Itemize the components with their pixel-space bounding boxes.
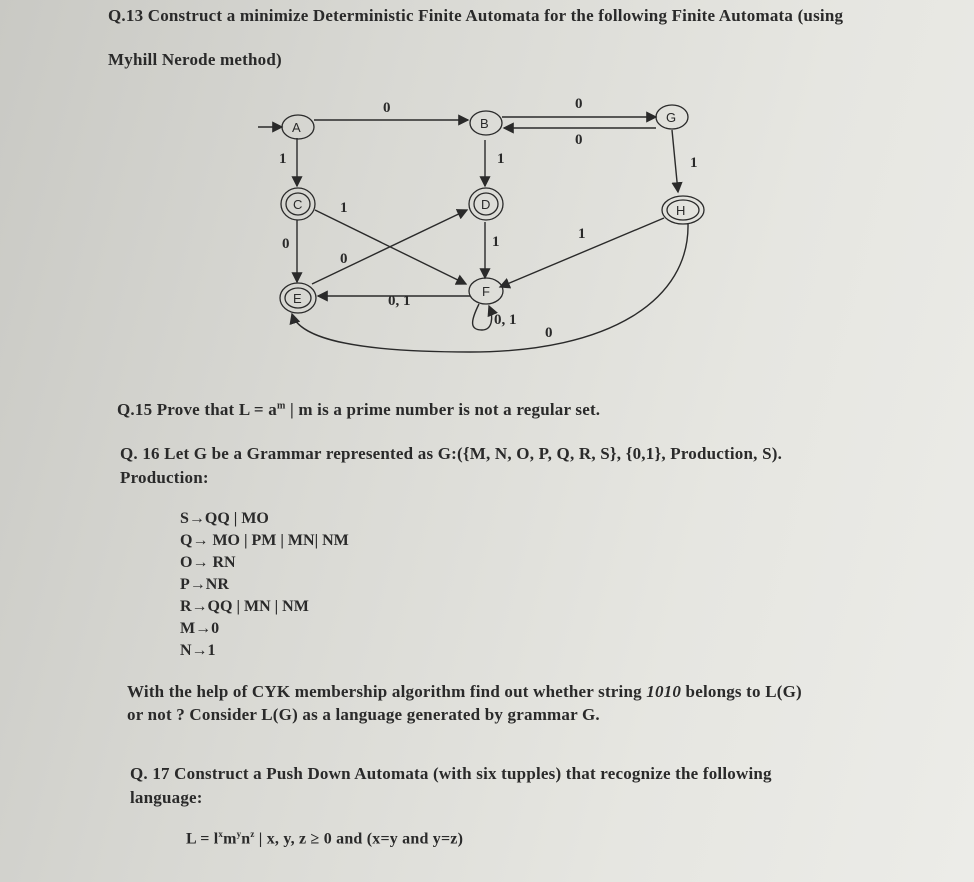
state-a-label: A: [292, 120, 301, 135]
edge-label-c-e: 0: [282, 236, 290, 252]
production-4: P→NR: [180, 576, 229, 593]
state-e-label: E: [293, 291, 302, 306]
q13-line2: Myhill Nerode method): [108, 50, 282, 69]
state-d-label: D: [481, 197, 491, 212]
state-c-label: C: [293, 197, 303, 212]
state-g-label: G: [666, 110, 677, 125]
state-f-label: F: [482, 284, 490, 299]
edge-label-f-e: 0, 1: [388, 293, 411, 309]
edge-label-a-b: 0: [383, 100, 391, 116]
q16-line2: Production:: [120, 468, 209, 487]
production-1: S→QQ | MO: [180, 510, 269, 527]
edge-label-f-loop: 0, 1: [494, 312, 517, 328]
edge-label-e-d: 0: [340, 251, 348, 267]
edge-label-d-f: 1: [492, 234, 500, 250]
edge-label-c-f: 1: [340, 200, 348, 216]
cyk-line2: or not ? Consider L(G) as a language generated by grammar G.: [127, 705, 600, 724]
state-b-label: B: [480, 116, 489, 131]
cyk-line1: With the help of CYK membership algorithm find out whether string 1010 belongs to L(G): [127, 682, 802, 701]
q16-line1: Q. 16 Let G be a Grammar represented as G:({M, N, O, P, Q, R, S}, {0,1}, Production, S).: [120, 444, 783, 463]
production-5: R→QQ | MN | NM: [180, 598, 309, 615]
production-3: O→ RN: [180, 554, 236, 571]
edge-label-b-d: 1: [497, 151, 505, 167]
production-6: M→0: [180, 620, 220, 637]
q17-line1: Q. 17 Construct a Push Down Automata (with six tupples) that recognize the following: [130, 764, 772, 783]
q17-line2: language:: [130, 788, 203, 807]
q15-text: Q.15 Prove that $L = a^m$ | m is a prime number is not a regular set.: [117, 400, 601, 419]
edge-label-g-h: 1: [690, 155, 698, 171]
edge-label-g-b: 0: [575, 132, 583, 148]
state-h-label: H: [676, 203, 686, 218]
q17-language: $L = l^xm^yn^z$ | x, y, z ≥ 0 and (x=y and y=z): [186, 829, 464, 848]
edge-label-h-e-bottom: 0: [545, 325, 553, 341]
production-2: Q→ MO | PM | MN| NM: [180, 532, 349, 549]
production-7: N→1: [180, 642, 216, 659]
edge-label-h-f: 1: [578, 226, 586, 242]
edge-label-b-g: 0: [575, 96, 583, 112]
edge-label-a-c: 1: [279, 151, 287, 167]
q13-line1: Q.13 Construct a minimize Deterministic Finite Automata for the following Finite Automata (using: [108, 6, 844, 25]
